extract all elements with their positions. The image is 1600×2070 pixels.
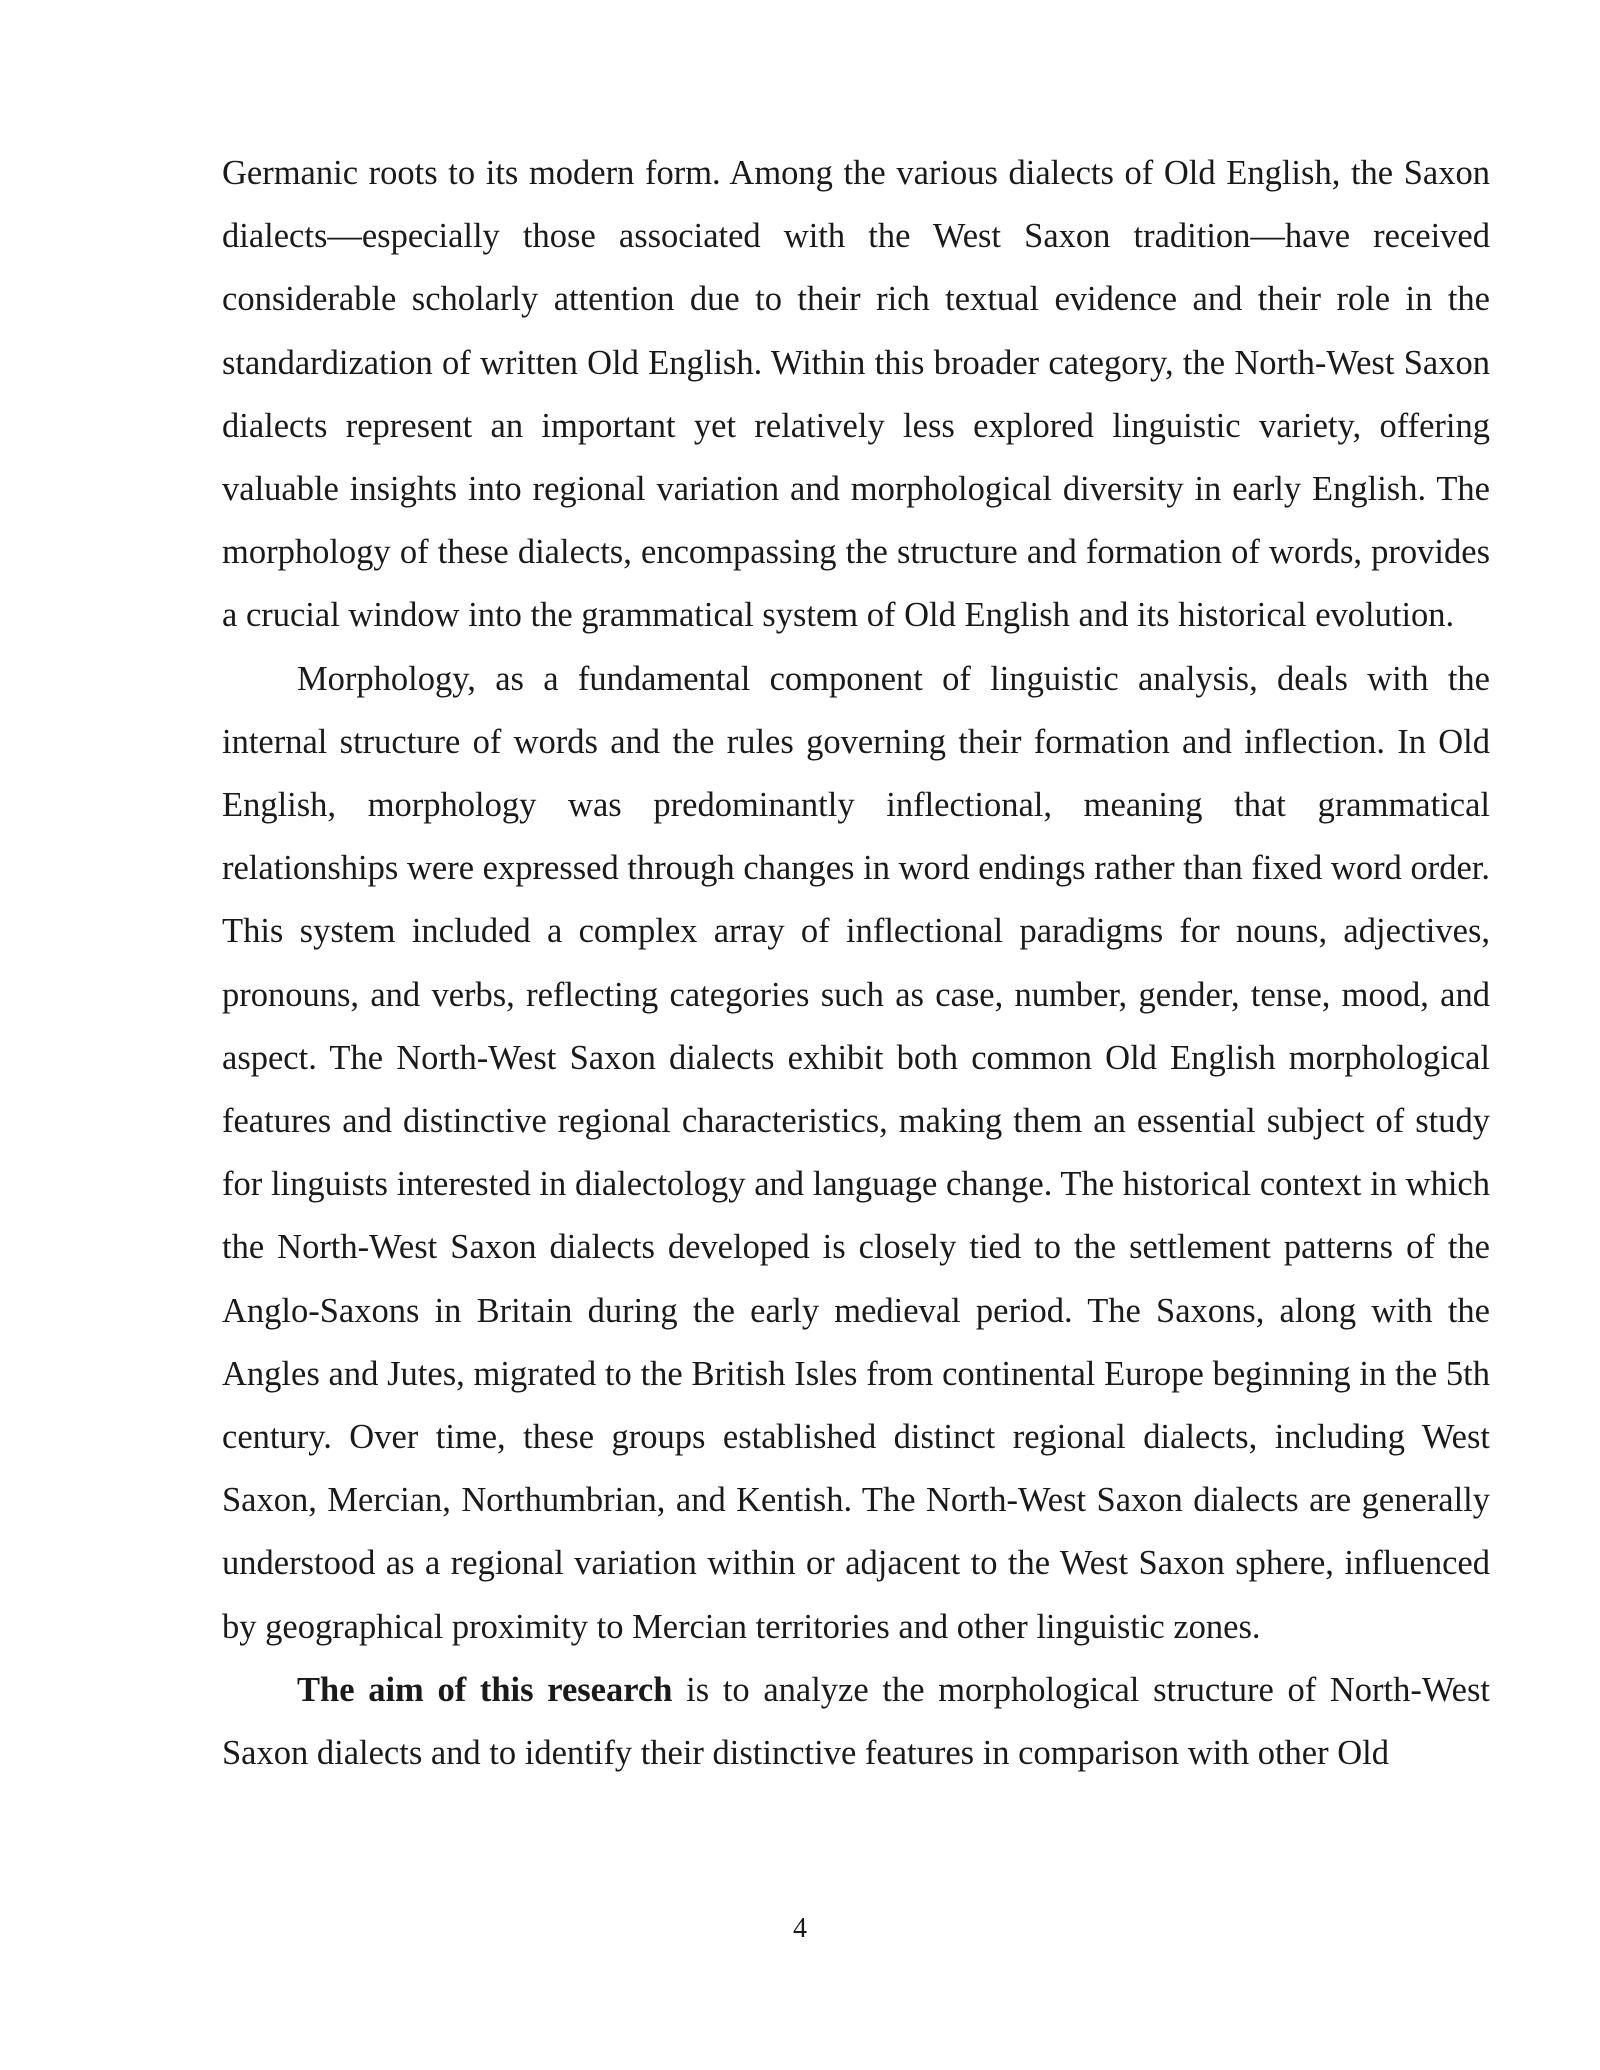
paragraph-2: Morphology, as a fundamental component of linguistic analysis, deals with the internal structure of words and the rules governing their formation and inflection. In Old English, morphology was predominantly inflectional, meaning that grammatical relationships were expressed through changes in word endings rather than fixed word order. This system included a complex array of inflectional paradigms for nouns, adjectives, pronouns, and verbs, reflecting categories such as case, number, gender, tense, mood, and aspect. The North-West Saxon dialects exhibit both common Old English morphological features and distinctive regional characteristics, making them an essential subject of study for linguists interested in dialectology and language change. The historical context in which the North-West Saxon dialects developed is closely tied to the settlement patterns of the Anglo-Saxons in Britain during the early medieval period. The Saxons, along with the Angles and Jutes, migrated to the British Isles from continental Europe beginning in the 5th century. Over time, these groups established distinct regional dialects, including West Saxon, Mercian, Northumbrian, and Kentish. The North-West Saxon dialects are generally understood as a regional variation within or adjacent to the West Saxon sphere, influenced by geographical proximity to Mercian territories and other linguistic zones. xyxy=(222,659,1490,1646)
paragraph-1: Germanic roots to its modern form. Among the various dialects of Old English, the Saxon dialects—especially those associated with the West Saxon tradition—have received considerable scholarly attention due to their rich textual evidence and their role in the standardization of written Old English. Within this broader category, the North-West Saxon dialects represent an important yet relatively less explored linguistic variety, offering valuable insights into regional variation and morphological diversity in early English. The morphology of these dialects, encompassing the structure and formation of words, provides a crucial window into the grammatical system of Old English and its historical evolution. xyxy=(222,154,1490,635)
document-body xyxy=(222,142,1490,1785)
research-aim-text: is to analyze the morphological structure of North-West Saxon dialects and to identify their distinctive features in comparison with other Old xyxy=(222,1670,1490,1773)
page-number: 4 xyxy=(793,1913,807,1944)
paragraph-3 xyxy=(222,1659,1490,1785)
research-aim-lead: The aim of this research xyxy=(297,1670,673,1709)
